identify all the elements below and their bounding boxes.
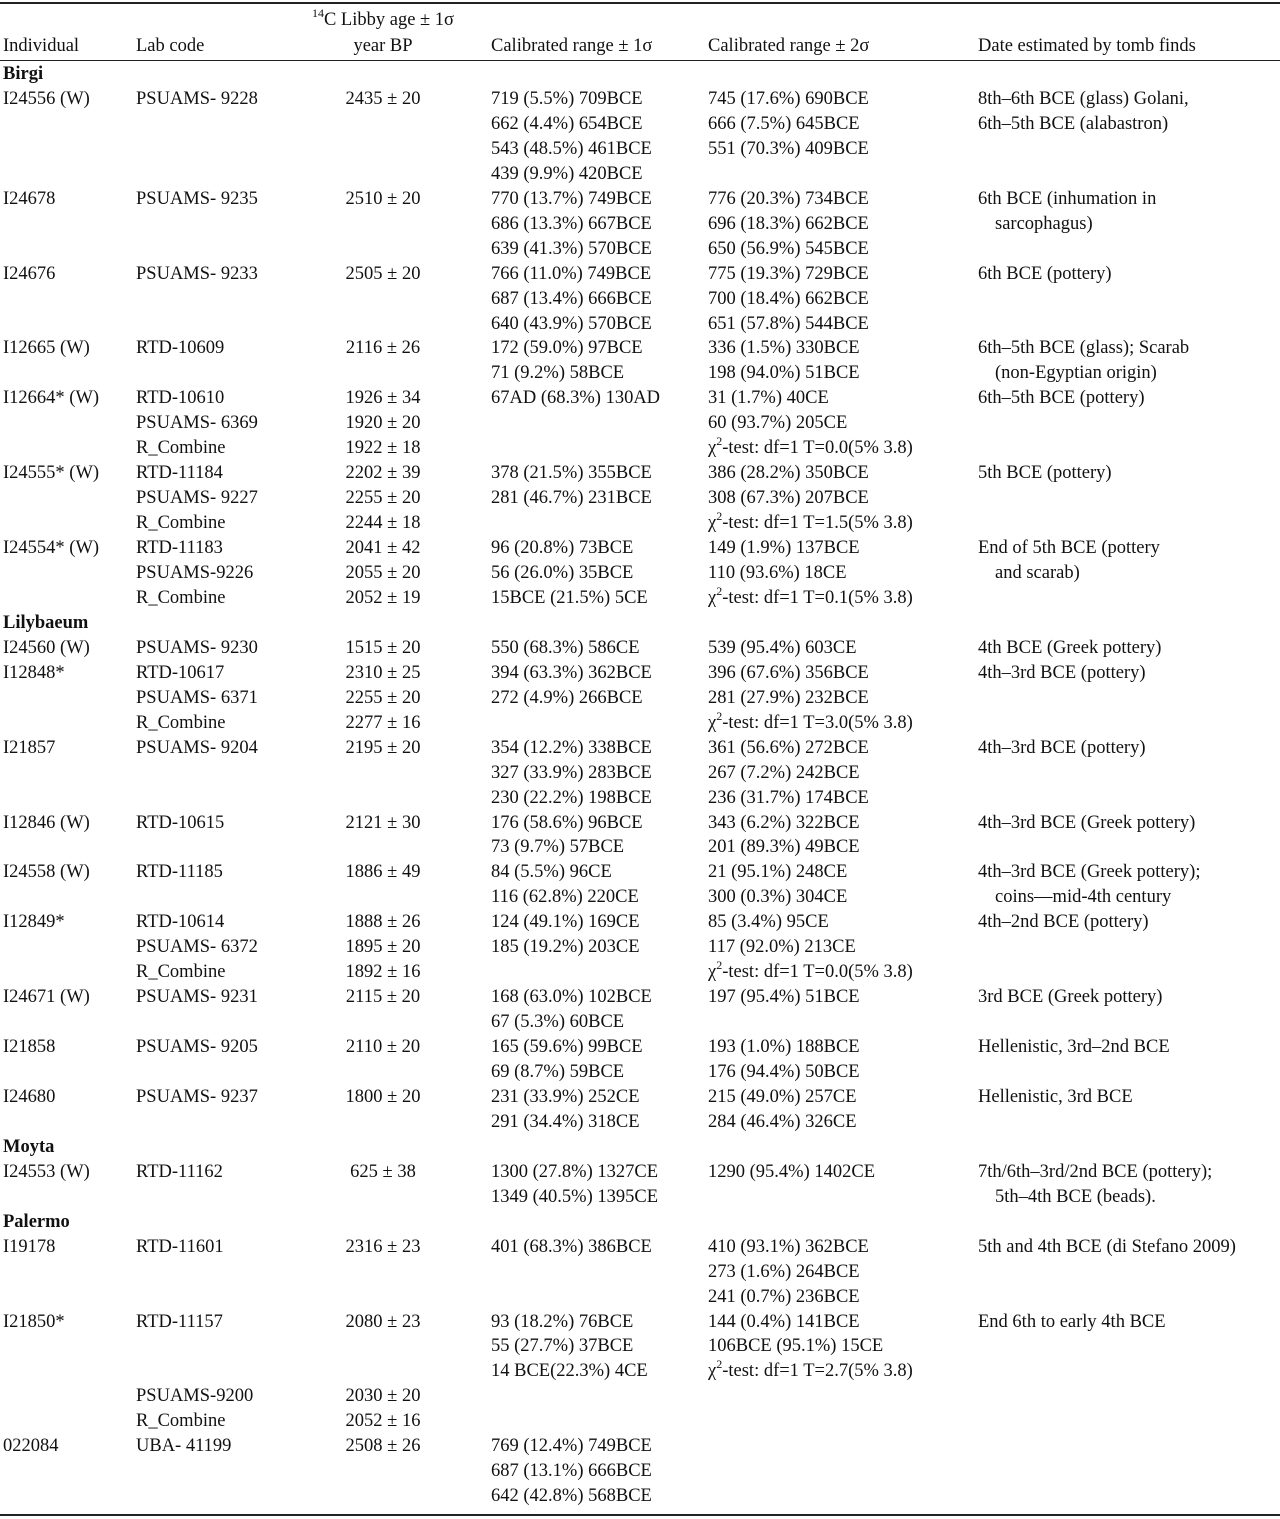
tomb-date-cell: 5th BCE (pottery) xyxy=(978,463,1112,484)
table-row xyxy=(0,536,1280,561)
cal-2sigma-cell: 198 (94.0%) 51BCE xyxy=(708,363,860,384)
libby-age-cell: 2202 ± 39 xyxy=(345,463,421,484)
cal-1sigma-cell: 15BCE (21.5%) 5CE xyxy=(491,587,648,608)
chi-square-superscript: 2 xyxy=(716,434,723,449)
cal-2sigma-cell: 700 (18.4%) 662BCE xyxy=(708,288,869,309)
cal-1sigma-cell: 662 (4.4%) 654BCE xyxy=(491,113,643,134)
table-row xyxy=(0,436,1280,461)
cal-1sigma-cell: 1349 (40.5%) 1395CE xyxy=(491,1186,658,1207)
tomb-date-cell: 6th BCE (pottery) xyxy=(978,263,1112,284)
table-row xyxy=(0,508,1280,536)
chi-square-superscript: 2 xyxy=(716,1357,723,1372)
cal-1sigma-cell: 642 (42.8%) 568BCE xyxy=(491,1486,652,1507)
libby-age-cell: 1892 ± 16 xyxy=(345,962,421,983)
cal-1sigma-cell: 172 (59.0%) 97BCE xyxy=(491,338,643,359)
libby-age-cell: 2041 ± 42 xyxy=(345,538,421,559)
cal-1sigma-cell: 67 (5.3%) 60BCE xyxy=(491,1012,625,1033)
lab-code-cell: UBA- 41199 xyxy=(136,1436,232,1457)
table-row xyxy=(0,212,1280,237)
libby-age-cell: 2435 ± 20 xyxy=(345,88,421,109)
tomb-date-cell: Hellenistic, 3rd BCE xyxy=(978,1086,1133,1107)
tomb-date-cell: 5th–4th BCE (beads). xyxy=(995,1186,1156,1207)
table-row xyxy=(0,1160,1280,1185)
lab-code-cell: RTD-11601 xyxy=(136,1236,224,1257)
cal-2sigma-cell: 85 (3.4%) 95CE xyxy=(708,912,829,933)
cal-2sigma-cell: 176 (94.4%) 50BCE xyxy=(708,1062,860,1082)
cal-1sigma-cell: 55 (27.7%) 37BCE xyxy=(491,1336,634,1357)
table-row xyxy=(0,786,1280,811)
cal-1sigma-cell: 543 (48.5%) 461BCE xyxy=(491,138,652,159)
cal-2sigma-cell: 31 (1.7%) 40CE xyxy=(708,388,829,409)
cal-1sigma-cell: 176 (58.6%) 96BCE xyxy=(491,812,643,833)
tomb-date-cell: and scarab) xyxy=(995,563,1080,583)
cal-2sigma-cell: 696 (18.3%) 662BCE xyxy=(708,213,869,234)
tomb-date-cell: 8th–6th BCE (glass) Golani, xyxy=(978,88,1189,109)
header-individual: Individual xyxy=(3,36,80,56)
lab-code-cell: PSUAMS- 6369 xyxy=(136,413,258,434)
tomb-date-cell: 4th BCE (Greek pottery) xyxy=(978,637,1162,658)
table-row xyxy=(0,87,1280,112)
individual-cell: I12848* xyxy=(3,662,65,683)
chi-symbol: χ xyxy=(708,712,717,733)
libby-age-cell: 2255 ± 20 xyxy=(345,687,421,708)
tomb-date-cell: sarcophagus) xyxy=(995,213,1093,234)
cal-2sigma-cell: 775 (19.3%) 729BCE xyxy=(708,263,869,284)
cal-2sigma-cell: 60 (93.7%) 205CE xyxy=(708,413,848,434)
lab-code-cell: RTD-11157 xyxy=(136,1311,223,1332)
table-row xyxy=(0,885,1280,910)
table-row xyxy=(0,336,1280,361)
cal-2sigma-cell: 539 (95.4%) 603CE xyxy=(708,637,857,658)
cal-2sigma-cell: 1290 (95.4%) 1402CE xyxy=(708,1161,875,1182)
cal-2sigma-cell: 281 (27.9%) 232BCE xyxy=(708,687,869,708)
table-row xyxy=(0,1359,1280,1384)
libby-age-cell: 1895 ± 20 xyxy=(345,937,421,958)
table-row xyxy=(0,411,1280,436)
cal-2sigma-cell: 193 (1.0%) 188BCE xyxy=(708,1037,860,1058)
cal-1sigma-cell: 640 (43.9%) 570BCE xyxy=(491,313,652,334)
libby-age-cell: 1886 ± 49 xyxy=(345,862,421,883)
table-row xyxy=(0,1010,1280,1035)
header-tomb-date: Date estimated by tomb finds xyxy=(978,36,1196,56)
tomb-date-cell: (non-Egyptian origin) xyxy=(995,363,1157,384)
lab-code-cell: PSUAMS-9226 xyxy=(136,563,254,583)
cal-1sigma-cell: 71 (9.2%) 58BCE xyxy=(491,363,625,384)
site-group-label: Lilybaeum xyxy=(3,612,89,633)
cal-2sigma-cell: 144 (0.4%) 141BCE xyxy=(708,1311,860,1332)
site-group-label: Birgi xyxy=(3,64,44,84)
cal-2sigma-cell: 776 (20.3%) 734BCE xyxy=(708,188,869,209)
individual-cell: I12846 (W) xyxy=(3,812,90,833)
libby-age-cell: 1922 ± 18 xyxy=(345,438,421,459)
cal-1sigma-cell: 73 (9.7%) 57BCE xyxy=(491,837,625,858)
cal-2sigma-cell: 396 (67.6%) 356BCE xyxy=(708,662,869,683)
table-row xyxy=(0,1310,1280,1335)
chi-square-text: -test: df=1 T=3.0(5% 3.8) xyxy=(722,712,913,733)
libby-age-cell: 2316 ± 23 xyxy=(345,1236,421,1257)
lab-code-cell: PSUAMS- 9237 xyxy=(136,1086,258,1107)
group-heading-row xyxy=(0,1210,1280,1235)
lab-code-cell: R_Combine xyxy=(136,587,226,608)
chi-square-test-cell xyxy=(708,960,913,985)
individual-cell: I21858 xyxy=(3,1037,56,1058)
cal-1sigma-cell: 84 (5.5%) 96CE xyxy=(491,862,612,883)
libby-age-cell: 2080 ± 23 xyxy=(345,1311,421,1332)
cal-1sigma-cell: 401 (68.3%) 386BCE xyxy=(491,1236,652,1257)
individual-cell: I24554* (W) xyxy=(3,538,100,559)
cal-2sigma-cell: 201 (89.3%) 49BCE xyxy=(708,837,860,858)
individual-cell: I21857 xyxy=(3,737,56,758)
table-row xyxy=(0,761,1280,786)
individual-cell: 022084 xyxy=(3,1436,59,1457)
cal-2sigma-cell: 110 (93.6%) 18CE xyxy=(708,563,847,583)
table-row xyxy=(0,1484,1280,1509)
libby-age-cell: 2116 ± 26 xyxy=(345,338,421,359)
individual-cell: I21850* xyxy=(3,1311,65,1332)
lab-code-cell: PSUAMS- 6372 xyxy=(136,937,258,958)
tomb-date-cell: End of 5th BCE (pottery xyxy=(978,538,1160,559)
lab-code-cell: R_Combine xyxy=(136,1411,226,1432)
lab-code-cell: RTD-10610 xyxy=(136,388,225,409)
table-row xyxy=(0,661,1280,686)
table-row xyxy=(0,686,1280,711)
chi-square-text: -test: df=1 T=0.0(5% 3.8) xyxy=(722,962,913,983)
header-libby-line2: year BP xyxy=(353,36,413,56)
table-row xyxy=(0,1235,1280,1260)
cal-1sigma-cell: 165 (59.6%) 99BCE xyxy=(491,1037,643,1058)
cal-1sigma-cell: 639 (41.3%) 570BCE xyxy=(491,238,652,259)
cal-1sigma-cell: 686 (13.3%) 667BCE xyxy=(491,213,652,234)
lab-code-cell: PSUAMS- 9231 xyxy=(136,987,258,1008)
cal-1sigma-cell: 770 (13.7%) 749BCE xyxy=(491,188,652,209)
individual-cell: I24553 (W) xyxy=(3,1161,90,1182)
chi-square-test-cell xyxy=(708,508,913,536)
table-row xyxy=(0,636,1280,661)
cal-2sigma-cell: 197 (95.4%) 51BCE xyxy=(708,987,860,1008)
cal-1sigma-cell: 272 (4.9%) 266BCE xyxy=(491,687,643,708)
libby-age-cell: 2277 ± 16 xyxy=(345,712,421,733)
lab-code-cell: PSUAMS- 9235 xyxy=(136,188,258,209)
table-row xyxy=(0,1185,1280,1210)
individual-cell: I24556 (W) xyxy=(3,88,90,109)
top-rule xyxy=(0,2,1280,4)
cal-1sigma-cell: 1300 (27.8%) 1327CE xyxy=(491,1161,658,1182)
group-heading-row xyxy=(0,62,1280,87)
table-row xyxy=(0,736,1280,761)
chi-square-superscript: 2 xyxy=(716,508,723,523)
cal-1sigma-cell: 439 (9.9%) 420BCE xyxy=(491,163,643,184)
libby-age-cell: 2030 ± 20 xyxy=(345,1386,421,1407)
cal-1sigma-cell: 281 (46.7%) 231BCE xyxy=(491,488,652,509)
table-row xyxy=(0,1409,1280,1434)
libby-age-cell: 1920 ± 20 xyxy=(345,413,421,434)
libby-age-cell: 2121 ± 30 xyxy=(345,812,421,833)
chi-square-superscript: 2 xyxy=(716,958,723,973)
libby-age-cell: 2310 ± 25 xyxy=(345,662,421,683)
individual-cell: I24680 xyxy=(3,1086,56,1107)
cal-2sigma-cell: 336 (1.5%) 330BCE xyxy=(708,338,860,359)
table-row xyxy=(0,1260,1280,1285)
table-row xyxy=(0,486,1280,511)
table-row xyxy=(0,1060,1280,1085)
table-row xyxy=(0,910,1280,935)
header-libby-age xyxy=(298,5,468,30)
lab-code-cell: RTD-11183 xyxy=(136,538,223,559)
table-row xyxy=(0,237,1280,262)
cal-1sigma-cell: 168 (63.0%) 102BCE xyxy=(491,987,652,1008)
lab-code-cell: R_Combine xyxy=(136,712,226,733)
libby-age-cell: 1800 ± 20 xyxy=(345,1086,421,1107)
chi-square-text: -test: df=1 T=2.7(5% 3.8) xyxy=(722,1361,913,1382)
table-row xyxy=(0,112,1280,137)
table-row xyxy=(0,386,1280,411)
libby-age-cell: 1888 ± 26 xyxy=(345,912,421,933)
tomb-date-cell: 7th/6th–3rd/2nd BCE (pottery); xyxy=(978,1161,1213,1182)
lab-code-cell: RTD-10609 xyxy=(136,338,225,359)
cal-2sigma-cell: 651 (57.8%) 544BCE xyxy=(708,313,869,334)
cal-1sigma-cell: 14 BCE(22.3%) 4CE xyxy=(491,1361,648,1382)
lab-code-cell: RTD-10617 xyxy=(136,662,225,683)
cal-2sigma-cell: 241 (0.7%) 236BCE xyxy=(708,1286,860,1307)
tomb-date-cell: Hellenistic, 3rd–2nd BCE xyxy=(978,1037,1170,1058)
lab-code-cell: R_Combine xyxy=(136,513,226,534)
chi-symbol: χ xyxy=(708,587,717,608)
cal-2sigma-cell: 745 (17.6%) 690BCE xyxy=(708,88,869,109)
chi-symbol: χ xyxy=(708,438,717,459)
lab-code-cell: RTD-10614 xyxy=(136,912,225,933)
libby-age-cell: 2255 ± 20 xyxy=(345,488,421,509)
lab-code-cell: PSUAMS- 6371 xyxy=(136,687,258,708)
cal-2sigma-cell: 308 (67.3%) 207BCE xyxy=(708,488,869,509)
cal-2sigma-cell: 106BCE (95.1%) 15CE xyxy=(708,1336,884,1357)
header-libby-sup: 14 xyxy=(311,5,324,20)
bottom-rule xyxy=(0,1514,1280,1516)
cal-2sigma-cell: 300 (0.3%) 304CE xyxy=(708,887,848,908)
cal-1sigma-cell: 185 (19.2%) 203CE xyxy=(491,937,640,958)
cal-1sigma-cell: 116 (62.8%) 220CE xyxy=(491,887,639,908)
table-row xyxy=(0,811,1280,836)
chi-square-test-cell xyxy=(708,708,913,736)
cal-2sigma-cell: 117 (92.0%) 213CE xyxy=(708,937,856,958)
chi-square-superscript: 2 xyxy=(716,708,723,723)
libby-age-cell: 2244 ± 18 xyxy=(345,513,421,534)
table-row xyxy=(0,1035,1280,1060)
libby-age-cell: 2055 ± 20 xyxy=(345,563,421,583)
cal-2sigma-cell: 386 (28.2%) 350BCE xyxy=(708,463,869,484)
tomb-date-cell: 4th–2nd BCE (pottery) xyxy=(978,912,1149,933)
cal-1sigma-cell: 291 (34.4%) 318CE xyxy=(491,1111,640,1132)
group-heading-row xyxy=(0,1135,1280,1160)
individual-cell: I24676 xyxy=(3,263,56,284)
site-group-label: Moyta xyxy=(3,1136,55,1157)
table-row xyxy=(0,137,1280,162)
lab-code-cell: PSUAMS- 9230 xyxy=(136,637,258,658)
cal-2sigma-cell: 343 (6.2%) 322BCE xyxy=(708,812,860,833)
header-cal-1sigma: Calibrated range ± 1σ xyxy=(491,36,653,56)
cal-1sigma-cell: 769 (12.4%) 749BCE xyxy=(491,1436,652,1457)
table-row xyxy=(0,1334,1280,1359)
table-row xyxy=(0,561,1280,586)
lab-code-cell: R_Combine xyxy=(136,438,226,459)
chi-symbol: χ xyxy=(708,1361,717,1382)
individual-cell: I12664* (W) xyxy=(3,388,100,409)
tomb-date-cell: 6th–5th BCE (glass); Scarab xyxy=(978,338,1190,359)
libby-age-cell: 625 ± 38 xyxy=(350,1161,416,1182)
tomb-date-cell: 4th–3rd BCE (Greek pottery); xyxy=(978,862,1201,883)
lab-code-cell: RTD-10615 xyxy=(136,812,225,833)
cal-1sigma-cell: 124 (49.1%) 169CE xyxy=(491,912,640,933)
chi-symbol: χ xyxy=(708,513,717,534)
table-row xyxy=(0,187,1280,212)
cal-1sigma-cell: 354 (12.2%) 338BCE xyxy=(491,737,652,758)
tomb-date-cell: 4th–3rd BCE (pottery) xyxy=(978,662,1146,683)
cal-2sigma-cell: 273 (1.6%) 264BCE xyxy=(708,1261,860,1282)
chi-square-test-cell xyxy=(708,1359,913,1384)
individual-cell: I24678 xyxy=(3,188,56,209)
tomb-date-cell: 5th and 4th BCE (di Stefano 2009) xyxy=(978,1236,1236,1257)
group-heading-row xyxy=(0,611,1280,636)
libby-age-cell: 2508 ± 26 xyxy=(345,1436,421,1457)
individual-cell: I24671 (W) xyxy=(3,987,90,1008)
libby-age-cell: 2052 ± 19 xyxy=(345,587,421,608)
table-row xyxy=(0,1085,1280,1110)
cal-2sigma-cell: 149 (1.9%) 137BCE xyxy=(708,538,860,559)
lab-code-cell: RTD-11162 xyxy=(136,1161,223,1182)
libby-age-cell: 2505 ± 20 xyxy=(345,263,421,284)
header-lab-code: Lab code xyxy=(136,36,205,56)
chi-square-text: -test: df=1 T=0.1(5% 3.8) xyxy=(722,587,913,608)
cal-1sigma-cell: 231 (33.9%) 252CE xyxy=(491,1086,640,1107)
cal-2sigma-cell: 650 (56.9%) 545BCE xyxy=(708,238,869,259)
cal-1sigma-cell: 687 (13.1%) 666BCE xyxy=(491,1461,652,1482)
cal-2sigma-cell: 236 (31.7%) 174BCE xyxy=(708,787,869,808)
tomb-date-cell: 3rd BCE (Greek pottery) xyxy=(978,987,1163,1008)
tomb-date-cell: End 6th to early 4th BCE xyxy=(978,1311,1166,1332)
lab-code-cell: PSUAMS- 9205 xyxy=(136,1037,258,1058)
table-row xyxy=(0,361,1280,386)
chi-square-test-cell xyxy=(708,436,913,461)
cal-2sigma-cell: 551 (70.3%) 409BCE xyxy=(708,138,869,159)
tomb-date-cell: 6th BCE (inhumation in xyxy=(978,188,1157,209)
cal-1sigma-cell: 93 (18.2%) 76BCE xyxy=(491,1311,634,1332)
libby-age-cell: 2195 ± 20 xyxy=(345,737,421,758)
lab-code-cell: RTD-11185 xyxy=(136,862,223,883)
lab-code-cell: PSUAMS- 9227 xyxy=(136,488,258,509)
lab-code-cell: PSUAMS-9200 xyxy=(136,1386,254,1407)
table-row xyxy=(0,1459,1280,1484)
cal-1sigma-cell: 230 (22.2%) 198BCE xyxy=(491,787,652,808)
libby-age-cell: 1515 ± 20 xyxy=(345,637,421,658)
table-row xyxy=(0,1384,1280,1409)
libby-age-cell: 2052 ± 16 xyxy=(345,1411,421,1432)
cal-2sigma-cell: 21 (95.1%) 248CE xyxy=(708,862,848,883)
libby-age-cell: 1926 ± 34 xyxy=(345,388,421,409)
cal-2sigma-cell: 666 (7.5%) 645BCE xyxy=(708,113,860,134)
chi-square-test-cell xyxy=(708,583,913,611)
libby-age-cell: 2510 ± 20 xyxy=(345,188,421,209)
tomb-date-cell: coins—mid-4th century xyxy=(995,887,1172,908)
libby-age-cell: 2110 ± 20 xyxy=(345,1037,421,1058)
header-cal-2sigma: Calibrated range ± 2σ xyxy=(708,36,870,56)
table-row xyxy=(0,262,1280,287)
cal-1sigma-cell: 550 (68.3%) 586CE xyxy=(491,637,640,658)
chi-symbol: χ xyxy=(708,962,717,983)
chi-square-superscript: 2 xyxy=(716,583,723,598)
table-row xyxy=(0,1285,1280,1310)
lab-code-cell: PSUAMS- 9204 xyxy=(136,737,258,758)
header-libby-line1: C Libby age ± 1σ xyxy=(323,10,455,30)
tomb-date-cell: 4th–3rd BCE (Greek pottery) xyxy=(978,812,1196,833)
table-row xyxy=(0,708,1280,736)
individual-cell: I12665 (W) xyxy=(3,338,90,359)
site-group-label: Palermo xyxy=(3,1211,70,1232)
tomb-date-cell: 4th–3rd BCE (pottery) xyxy=(978,737,1146,758)
cal-1sigma-cell: 56 (26.0%) 35BCE xyxy=(491,563,634,583)
table-row xyxy=(0,461,1280,486)
cal-1sigma-cell: 378 (21.5%) 355BCE xyxy=(491,463,652,484)
cal-2sigma-cell: 267 (7.2%) 242BCE xyxy=(708,762,860,783)
cal-1sigma-cell: 394 (63.3%) 362BCE xyxy=(491,662,652,683)
chi-square-text: -test: df=1 T=0.0(5% 3.8) xyxy=(722,438,913,459)
table-row xyxy=(0,985,1280,1010)
individual-cell: I24555* (W) xyxy=(3,463,100,484)
table-row xyxy=(0,935,1280,960)
individual-cell: I24560 (W) xyxy=(3,637,90,658)
individual-cell: I19178 xyxy=(3,1236,56,1257)
table-row xyxy=(0,960,1280,985)
tomb-date-cell: 6th–5th BCE (pottery) xyxy=(978,388,1145,409)
cal-1sigma-cell: 67AD (68.3%) 130AD xyxy=(491,388,661,409)
cal-2sigma-cell: 284 (46.4%) 326CE xyxy=(708,1111,857,1132)
cal-1sigma-cell: 327 (33.9%) 283BCE xyxy=(491,762,652,783)
cal-1sigma-cell: 69 (8.7%) 59BCE xyxy=(491,1062,625,1082)
cal-1sigma-cell: 687 (13.4%) 666BCE xyxy=(491,288,652,309)
table-row xyxy=(0,1110,1280,1135)
cal-2sigma-cell: 410 (93.1%) 362BCE xyxy=(708,1236,869,1257)
table-row xyxy=(0,860,1280,885)
cal-2sigma-cell: 215 (49.0%) 257CE xyxy=(708,1086,857,1107)
cal-2sigma-cell: 361 (56.6%) 272BCE xyxy=(708,737,869,758)
header-rule xyxy=(0,60,1280,61)
cal-1sigma-cell: 766 (11.0%) 749BCE xyxy=(491,263,652,284)
individual-cell: I24558 (W) xyxy=(3,862,90,883)
lab-code-cell: R_Combine xyxy=(136,962,226,983)
lab-code-cell: PSUAMS- 9233 xyxy=(136,263,258,284)
tomb-date-cell: 6th–5th BCE (alabastron) xyxy=(978,113,1169,134)
table-row xyxy=(0,583,1280,611)
table-row xyxy=(0,312,1280,337)
table-row xyxy=(0,1434,1280,1459)
chi-square-text: -test: df=1 T=1.5(5% 3.8) xyxy=(722,513,913,534)
cal-1sigma-cell: 96 (20.8%) 73BCE xyxy=(491,538,634,559)
table-row xyxy=(0,287,1280,312)
cal-1sigma-cell: 719 (5.5%) 709BCE xyxy=(491,88,643,109)
lab-code-cell: PSUAMS- 9228 xyxy=(136,88,258,109)
libby-age-cell: 2115 ± 20 xyxy=(345,987,421,1008)
table-row xyxy=(0,162,1280,187)
lab-code-cell: RTD-11184 xyxy=(136,463,223,484)
individual-cell: I12849* xyxy=(3,912,65,933)
table-row xyxy=(0,835,1280,860)
